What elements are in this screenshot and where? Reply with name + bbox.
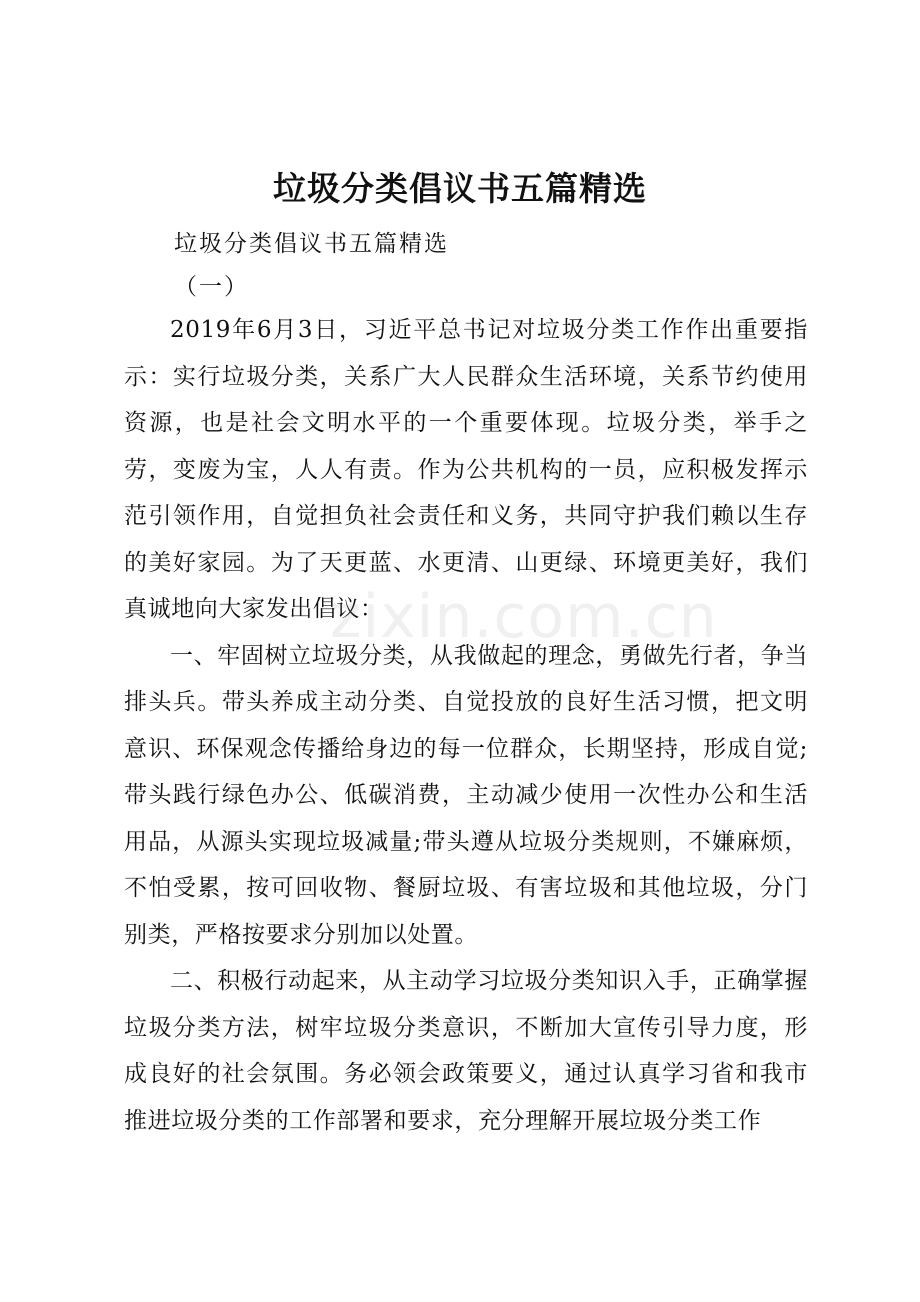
paragraph-intro: 2019年6月3日，习近平总书记对垃圾分类工作作出重要指示：实行垃圾分类，关系广大人民群众生活环境，关系节约使用资源，也是社会文明水平的一个重要体现。垃圾分类，举手之劳，变废为宝，人人有责。作为公共机构的一员，应积极发挥示范引领作用，自觉担负社会责任和义务，共同守护我们赖以生存的美好家园。为了天更蓝、水更清、山更绿、环境更美好，我们真诚地向大家发出倡议：	[124, 317, 808, 622]
paragraph-point-two: 二、积极行动起来，从主动学习垃圾分类知识入手，正确掌握垃圾分类方法，树牢垃圾分类意识，不断加大宣传引导力度，形成良好的社会氛围。务必领会政策要义，通过认真学习省和我市推进垃圾分类的工作部署和要求，充分理解开展垃圾分类工作	[124, 968, 808, 1134]
watermark: zixin.com.cn	[330, 582, 718, 652]
section-number: （一）	[174, 274, 249, 300]
document-title: 垃圾分类倡议书五篇精选	[273, 169, 647, 208]
document-body	[124, 307, 808, 1144]
paragraph-point-one: 一、牢固树立垃圾分类，从我做起的理念，勇做先行者，争当排头兵。带头养成主动分类、自觉投放的良好生活习惯，把文明意识、环保观念传播给身边的每一位群众，长期坚持，形成自觉;带头践行绿色办公、低碳消费，主动减少使用一次性办公和生活用品，从源头实现垃圾减量;带头遵从垃圾分类规则，不嫌麻烦，不怕受累，按可回收物、餐厨垃圾、有害垃圾和其他垃圾，分门别类，严格按要求分别加以处置。	[124, 642, 808, 948]
document-subtitle: 垃圾分类倡议书五篇精选	[174, 231, 449, 257]
